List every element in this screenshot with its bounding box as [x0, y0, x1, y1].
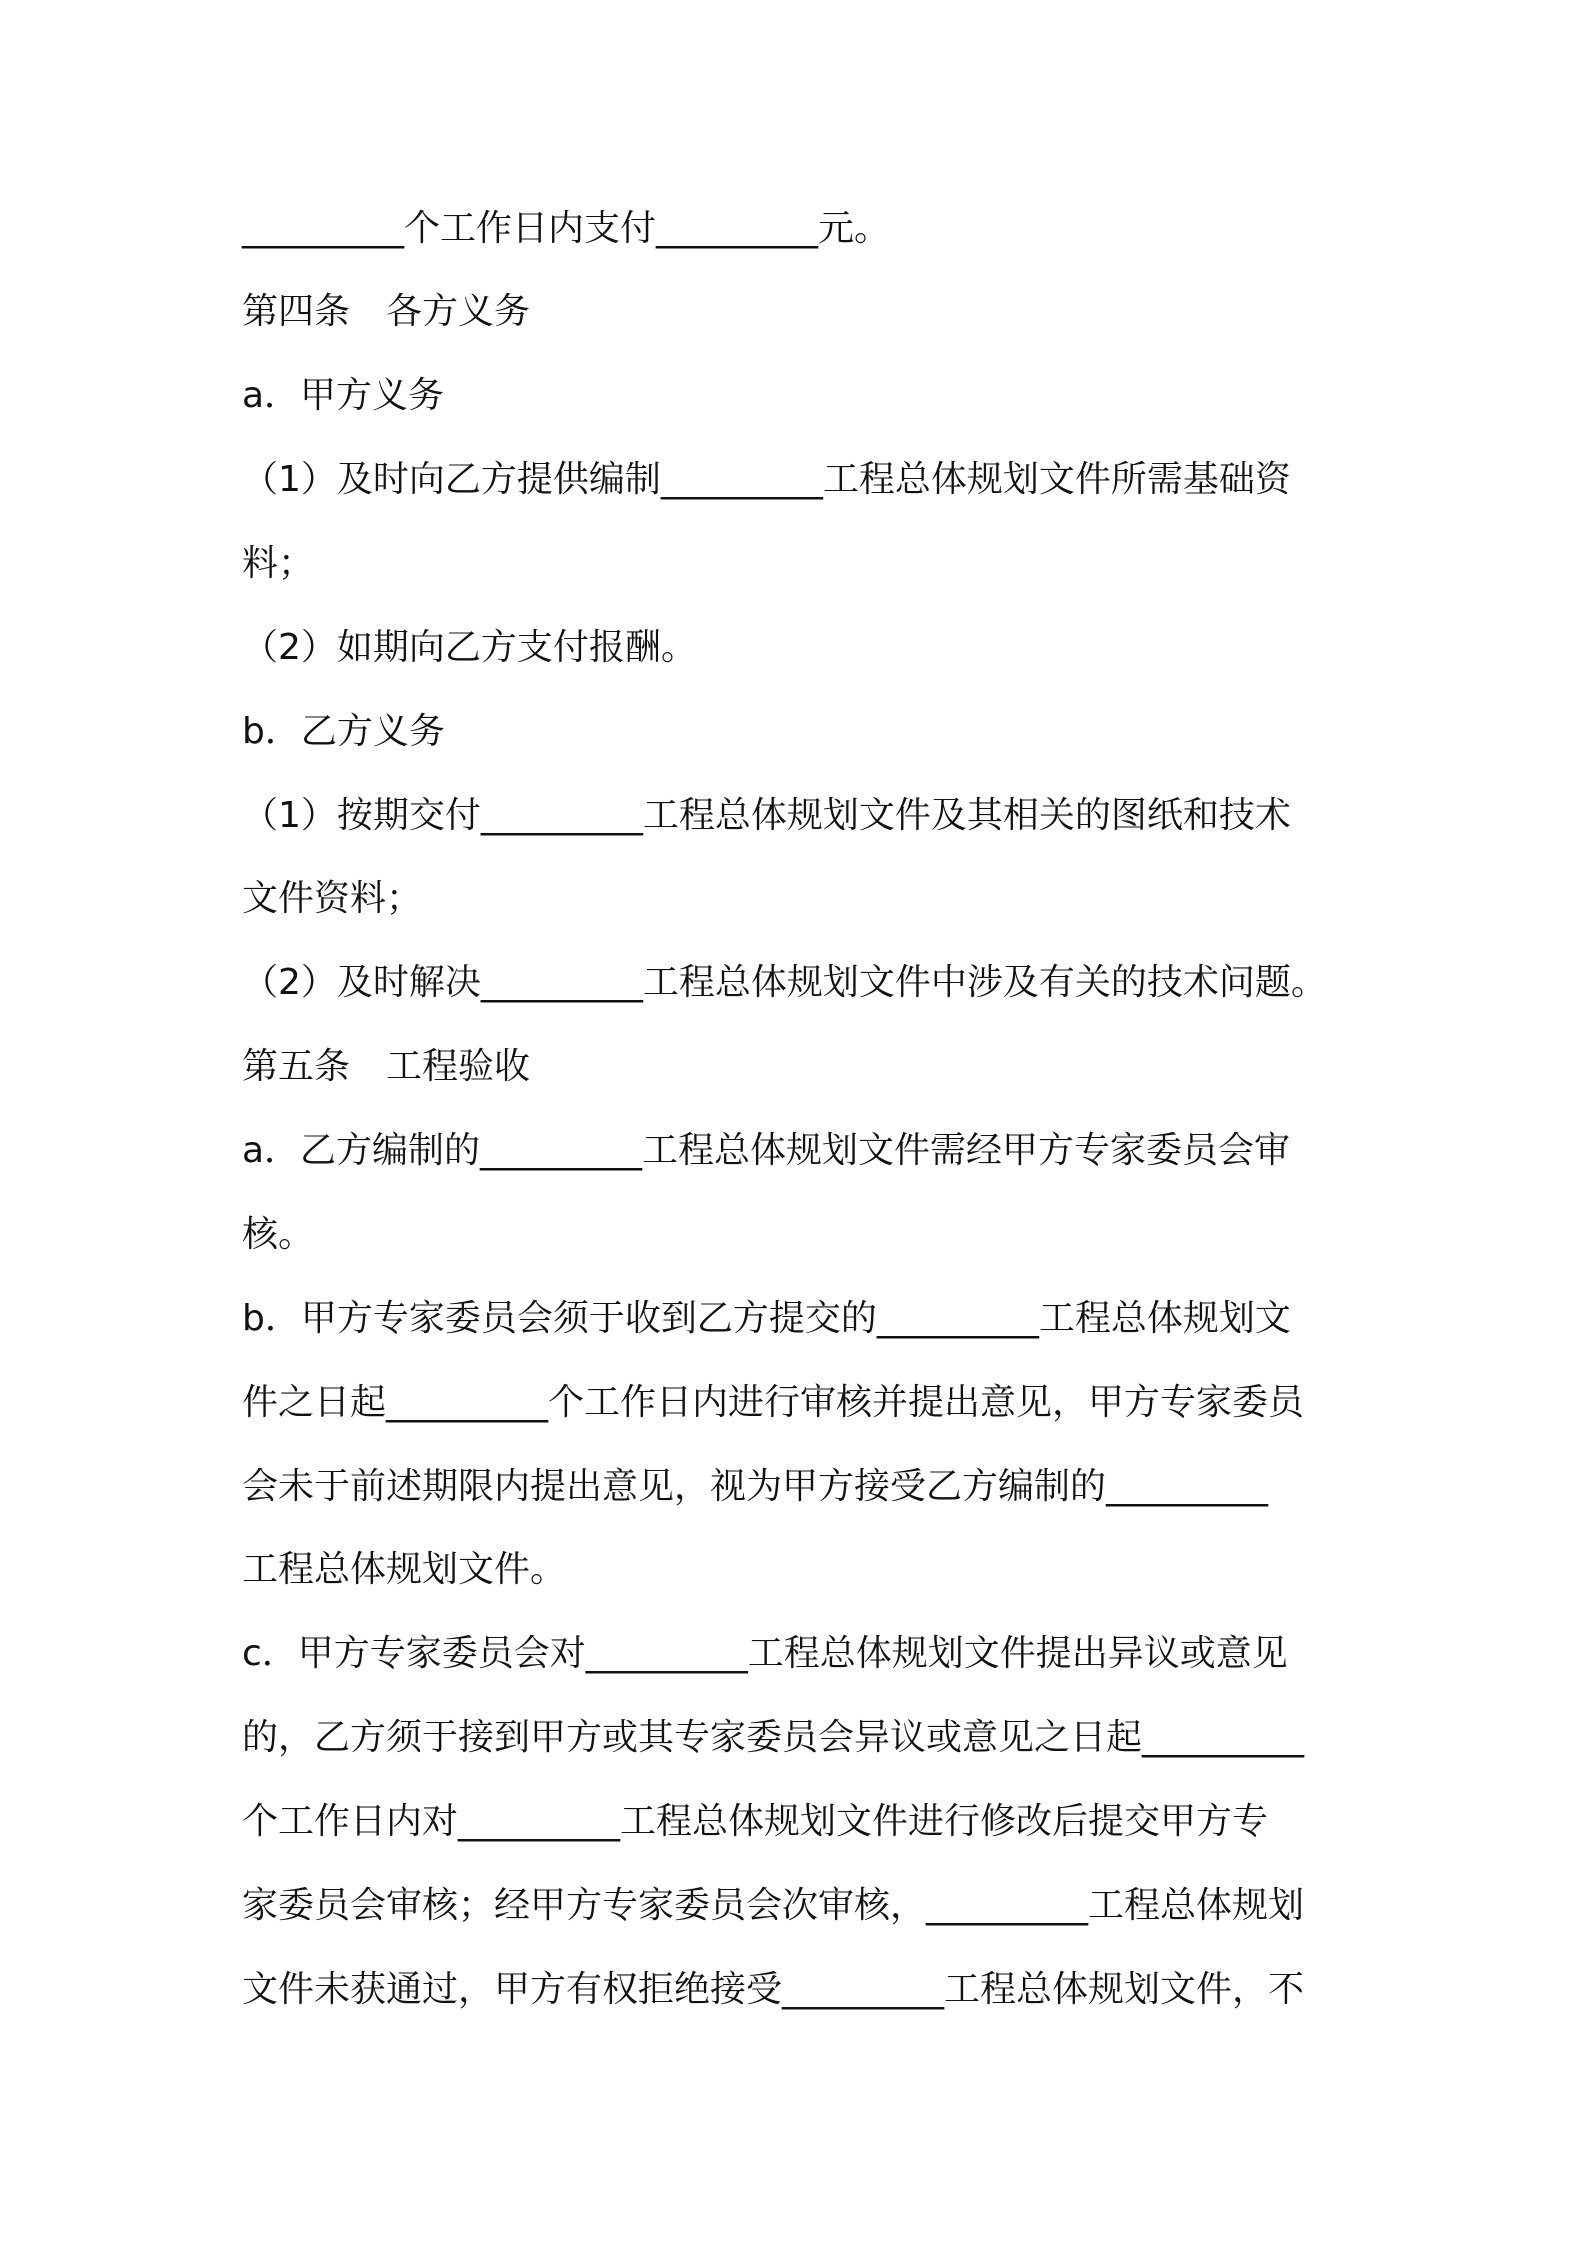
- text-line-15: 件之日起_________个工作日内进行审核并提出意见，甲方专家委员: [242, 1382, 1305, 1423]
- text-line-18: c．甲方专家委员会对_________工程总体规划文件提出异议或意见: [242, 1633, 1288, 1674]
- text-line-19: 的，乙方须于接到甲方或其专家委员会异议或意见之日起_________: [242, 1717, 1305, 1758]
- text-line-6: （2）如期向乙方支付报酬。: [242, 627, 697, 668]
- text-line-5: 料；: [242, 543, 315, 584]
- section-b-heading: b．乙方义务: [242, 711, 445, 752]
- article-heading-4: 第四条 各方义务: [242, 291, 531, 332]
- text-line-10: （2）及时解决_________工程总体规划文件中涉及有关的技术问题。: [242, 962, 1327, 1003]
- text-line-9: 文件资料；: [242, 878, 423, 919]
- text-line-4: （1）及时向乙方提供编制_________工程总体规划文件所需基础资: [242, 459, 1291, 500]
- section-a-heading: a．甲方义务: [242, 375, 445, 416]
- text-line-1: _________个工作日内支付_________元。: [242, 208, 891, 249]
- text-line-22: 文件未获通过，甲方有权拒绝接受_________工程总体规划文件，不: [242, 1969, 1305, 2010]
- text-line-14: b．甲方专家委员会须于收到乙方提交的_________工程总体规划文: [242, 1298, 1291, 1339]
- text-line-12: a．乙方编制的_________工程总体规划文件需经甲方专家委员会审: [242, 1130, 1291, 1171]
- article-heading-5: 第五条 工程验收: [242, 1046, 531, 1087]
- text-line-13: 核。: [242, 1214, 315, 1255]
- text-line-8: （1）按期交付_________工程总体规划文件及其相关的图纸和技术: [242, 795, 1291, 836]
- text-line-21: 家委员会审核；经甲方专家委员会次审核，_________工程总体规划: [242, 1885, 1305, 1926]
- text-line-16: 会未于前述期限内提出意见，视为甲方接受乙方编制的_________: [242, 1466, 1269, 1507]
- text-line-20: 个工作日内对_________工程总体规划文件进行修改后提交甲方专: [242, 1801, 1269, 1842]
- text-line-17: 工程总体规划文件。: [242, 1549, 567, 1590]
